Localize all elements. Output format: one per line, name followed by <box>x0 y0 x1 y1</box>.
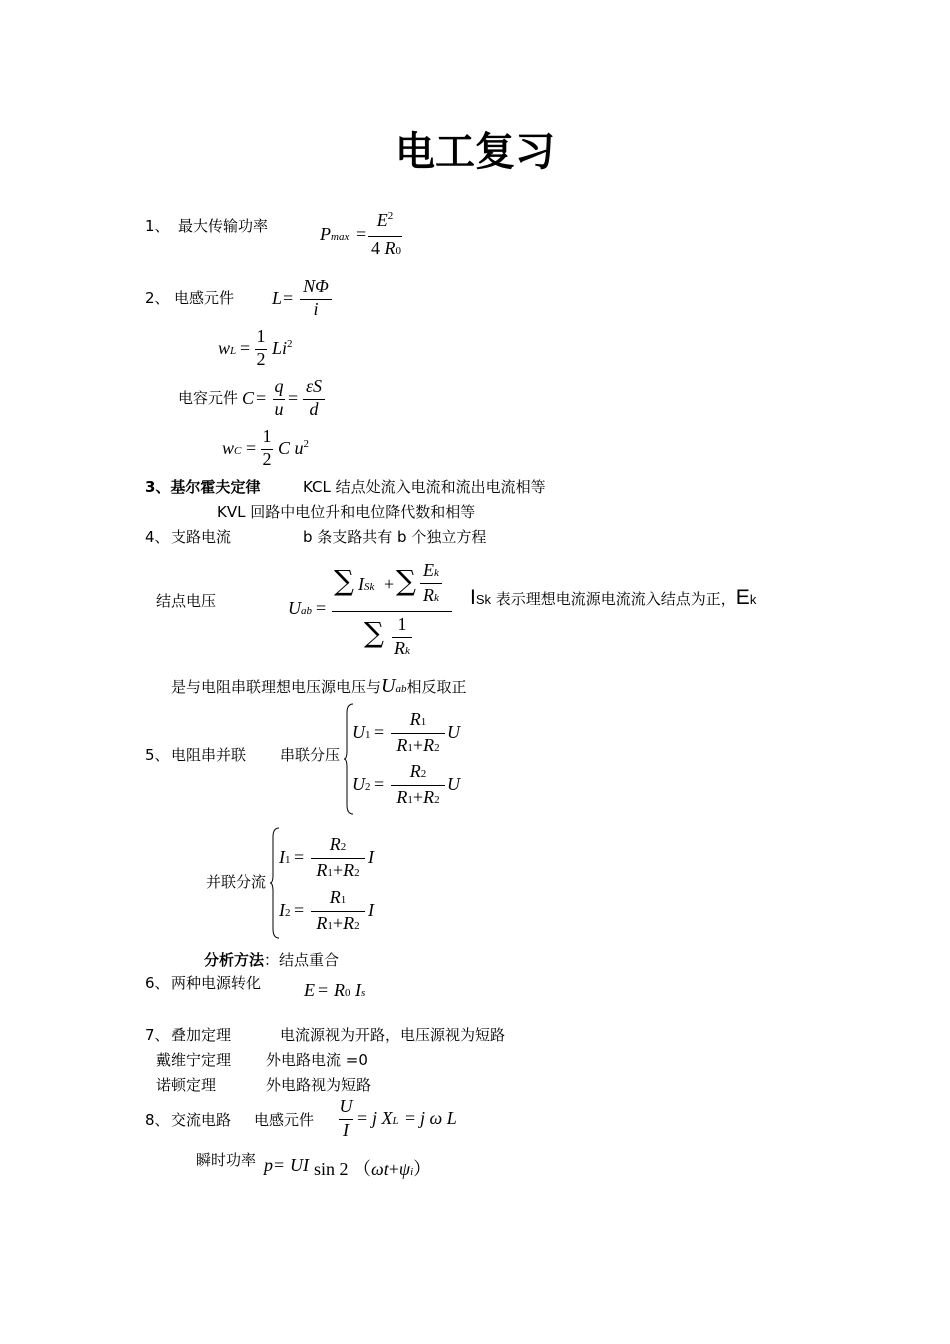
page-title: 电工复习 <box>395 129 555 175</box>
series-divider-label: 串联分压 <box>280 746 341 764</box>
analysis-method-text: ：结点重合 <box>264 951 340 969</box>
section-4-label: 支路电流 <box>171 528 232 546</box>
norton-label: 诺顿定理 <box>156 1076 217 1094</box>
isk-symbol: I <box>470 586 476 609</box>
thevenin-desc: 外电路电流 =0 <box>266 1051 368 1069</box>
formula-inductive-reactance: U I = j XL = j ω L <box>339 1096 457 1140</box>
formula-source-conversion: E = R0 Is <box>304 980 366 1000</box>
ek-subscript: k <box>749 592 757 607</box>
section-8-number: 8、 <box>145 1111 170 1129</box>
formula-pmax: Pmax = $E^2$ 4 R0 <box>320 210 401 258</box>
section-1-label: 最大传输功率 <box>178 217 269 235</box>
section-5-number: 5、 <box>145 746 170 764</box>
section-6-label: 两种电源转化 <box>171 974 262 992</box>
note2-suffix: 相反取正 <box>406 678 467 696</box>
section-2-number: 2、 <box>145 289 170 307</box>
node-voltage-label: 结点电压 <box>156 592 217 610</box>
section-7-number: 7、 <box>145 1026 170 1044</box>
analysis-method-title: 分析方法 <box>204 951 265 969</box>
formula-series-divider: U1 = R1 R1+R2 U U2 = R2 R1+R2 U <box>344 703 474 815</box>
formula-instant-power: p = UI sin 2 （ωt+ψi） <box>264 1155 432 1179</box>
instant-power-label: 瞬时功率 <box>196 1151 257 1169</box>
section-3-label: 3、基尔霍夫定律 <box>145 478 261 496</box>
ac-inductor-label: 电感元件 <box>254 1111 315 1129</box>
capacitor-label: 电容元件 <box>178 389 239 407</box>
section-5-label: 电阻串并联 <box>171 746 247 764</box>
isk-note-text: 表示理想电流源电流流入结点为正， <box>491 590 736 608</box>
formula-node-voltage: Uab = ∑ ISk + ∑ Ek Rk ∑ 1 Rk <box>288 556 458 664</box>
formula-inductance: L = NΦ i <box>272 276 342 322</box>
formula-parallel-divider: I1 = R2 R1+R2 I I2 = R1 R1+R2 I <box>270 827 400 939</box>
formula-capacitance: C = q u = εS d <box>242 376 332 422</box>
node-voltage-note <box>470 588 756 610</box>
ek-symbol: E <box>735 586 750 609</box>
thevenin-label: 戴维宁定理 <box>156 1051 232 1069</box>
parallel-divider-label: 并联分流 <box>206 873 267 891</box>
section-7-label: 叠加定理 <box>171 1026 232 1044</box>
section-4-desc: b 条支路共有 b 个独立方程 <box>303 528 487 546</box>
norton-desc: 外电路视为短路 <box>266 1076 372 1094</box>
kvl-text: KVL 回路中电位升和电位降代数和相等 <box>217 503 476 521</box>
section-2-label: 电感元件 <box>174 289 235 307</box>
formula-capacitor-energy: wC = 1 2 C $u^2$ <box>222 426 310 469</box>
section-6-number: 6、 <box>145 974 170 992</box>
node-voltage-note-2: 是与电阻串联理想电压源电压与Uab相反取正 <box>171 675 467 697</box>
note2-prefix: 是与电阻串联理想电压源电压与 <box>171 678 382 696</box>
section-8-label: 交流电路 <box>171 1111 232 1129</box>
superposition-desc: 电流源视为开路，电压源视为短路 <box>280 1026 506 1044</box>
section-1-number: 1、 <box>145 217 170 235</box>
formula-inductor-energy: wL = 1 2 Li$^2$ <box>218 326 293 369</box>
kcl-text: KCL 结点处流入电流和流出电流相等 <box>303 478 546 496</box>
analysis-method <box>204 950 339 970</box>
isk-subscript: Sk <box>475 592 492 607</box>
section-4-number: 4、 <box>145 528 170 546</box>
